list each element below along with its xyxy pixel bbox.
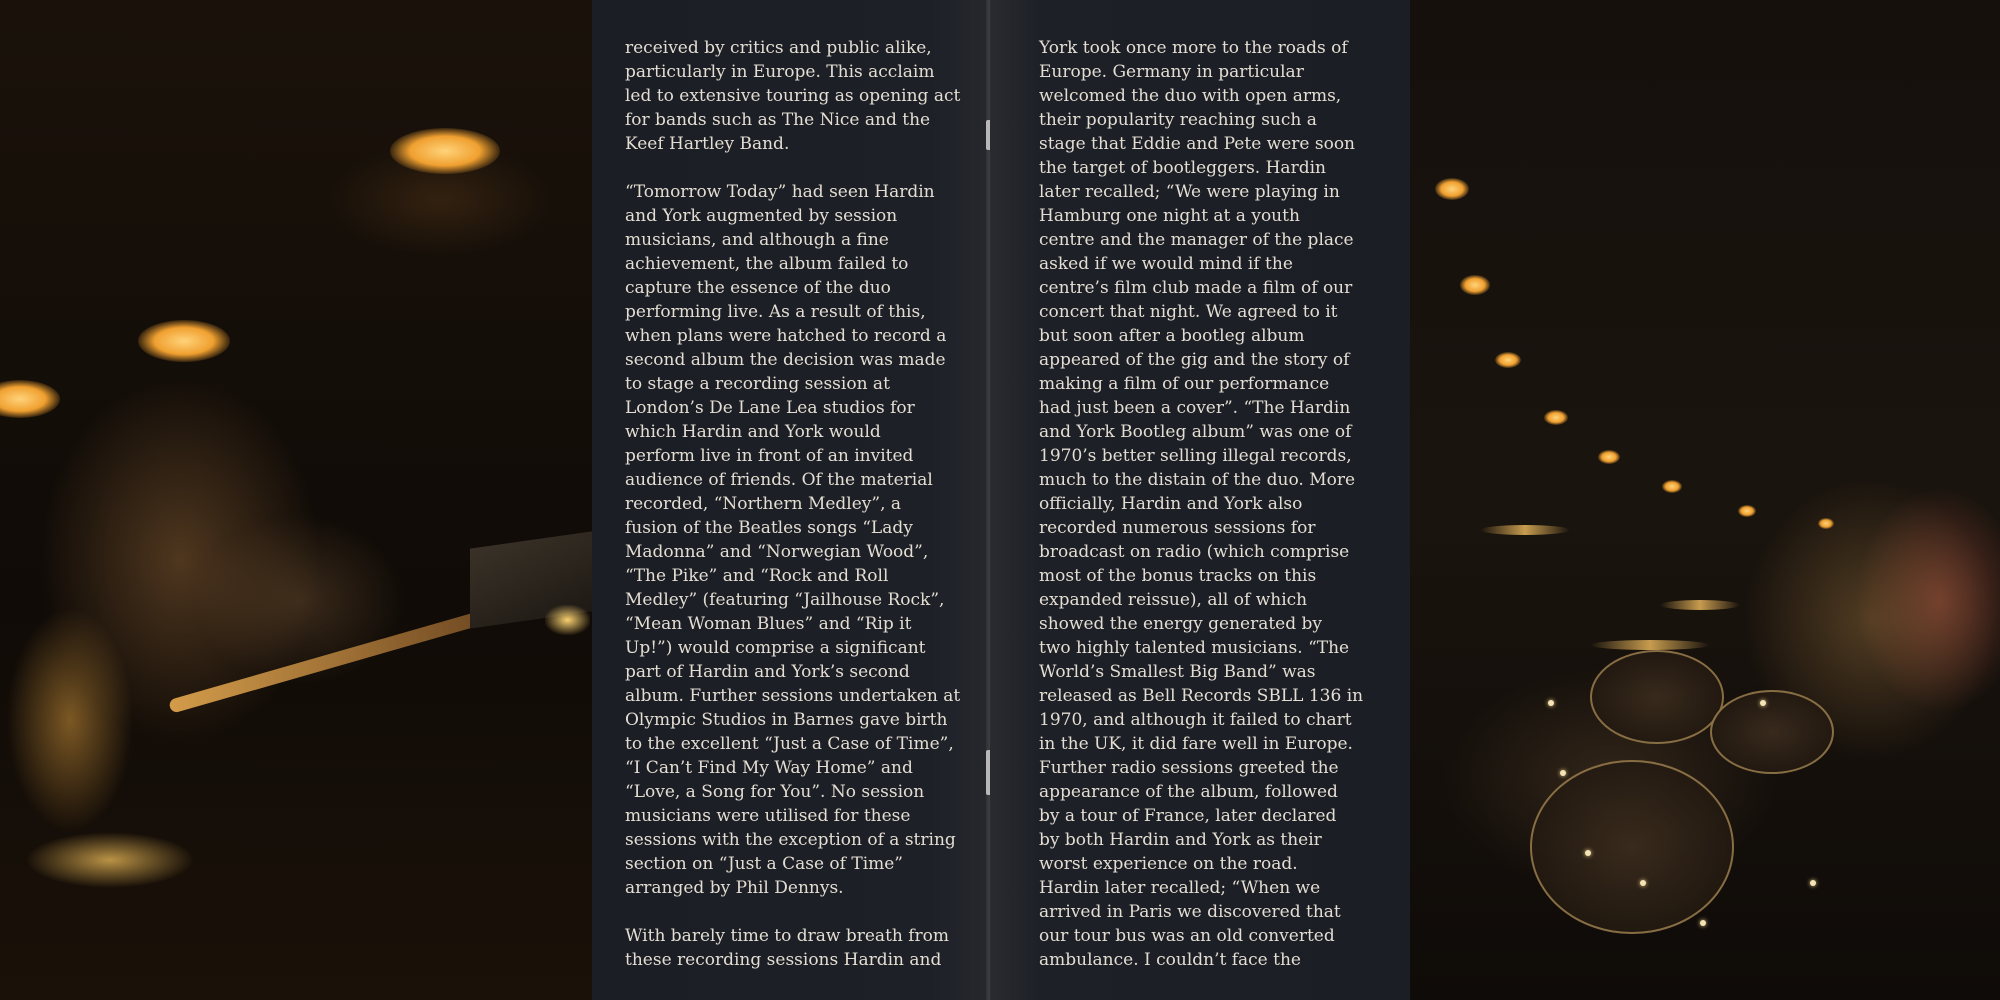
light-reflection: [1640, 880, 1646, 886]
light-reflection: [1585, 850, 1591, 856]
cymbal: [1480, 525, 1570, 535]
ceiling-light: [1495, 352, 1521, 368]
left-paragraph-3: With barely time to draw breath from these recording sessions Hardin and: [625, 926, 950, 970]
right-text-page: [990, 0, 1410, 1000]
concert-photo-organist: [0, 0, 592, 1000]
ceiling-light: [1598, 450, 1620, 464]
light-reflection: [1560, 770, 1566, 776]
light-reflection: [1548, 700, 1554, 706]
light-reflection: [1810, 880, 1816, 886]
left-text-page: [592, 0, 990, 1000]
concert-photo-drummer: [1410, 0, 2000, 1000]
stage-light: [138, 320, 230, 362]
stage-light: [390, 128, 500, 174]
light-reflection: [1700, 920, 1706, 926]
light-reflection: [1760, 700, 1766, 706]
ceiling-light: [1435, 178, 1469, 200]
drum: [1590, 650, 1724, 744]
cymbal: [1660, 600, 1740, 610]
left-paragraph-2: “Tomorrow Today” had seen Hardin and York augmented by session musicians, and although a fine achievement, the album failed to capture the essence of the duo performing live. As a result of this, when plans were hatched to record a second album the decision was made to stage a recording session at London’s De Lane Lea studios for which Hardin and York would perform live in front of an invited audience of friends. Of the material recorded, “Northern Medley”, a fusion of the Beatles songs “Lady Madonna” and “Norwegian Wood”, “The Pike” and “Rock and Roll Medley” (featuring “Jailhouse Rock”, “Mean Woman Blues” and “Rip it Up!”) would comprise a significant part of Hardin and York’s second album. Further sessions undertaken at Olympic Studios in Barnes gave birth to the excellent “Just a Case of Time”, “I Can’t Find My Way Home” and “Love, a Song for You”. No session musicians were utilised for these sessions with the exception of a string section on “Just a Case of Time” arranged by Phil Dennys.: [625, 182, 961, 898]
drum: [1710, 690, 1834, 774]
right-paragraph-1: York took once more to the roads of Europe. Germany in particular welcomed the duo with open arms, their popularity reaching such a stage that Eddie and Pete were soon the target of bootleggers. Hardin later recalled; “We were playing in Hamburg one night at a youth centre and the manager of the place asked if we would mind if the centre’s film club made a film of our concert that night. We agreed to it but soon after a bootleg album appeared of the gig and the story of making a film of our performance had just been a cover”. “The Hardin and York Bootleg album” was one of 1970’s better selling illegal records, much to the distain of the duo. More officially, Hardin and York also recorded numerous sessions for broadcast on radio (which comprise most of the bonus tracks on this expanded reissue), all of which showed the energy generated by two highly talented musicians. “The World’s Smallest Big Band” was released as Bell Records SBLL 136 in 1970, and although it failed to chart in the UK, it did fare well in Europe. Further radio sessions greeted the appearance of the album, followed by a tour of France, later declared by both Hardin and York as their worst experience on the road. Hardin later recalled; “When we arrived in Paris we discovered that our tour bus was an old converted ambulance. I couldn’t face the: [1039, 38, 1364, 970]
ceiling-light: [1544, 410, 1568, 425]
guitar-neck: [168, 607, 499, 714]
ceiling-light: [1662, 480, 1682, 493]
bass-drum: [1530, 760, 1734, 934]
ceiling-light: [1460, 275, 1490, 295]
ceiling-light: [1738, 505, 1756, 517]
stage-light: [0, 380, 60, 418]
cymbal: [1590, 640, 1710, 650]
left-paragraph-1: received by critics and public alike, particularly in Europe. This acclaim led to extensive touring as opening act for bands such as The Nice and the Keef Hartley Band.: [625, 38, 961, 154]
amp-glow: [545, 605, 590, 635]
ceiling-light: [1818, 518, 1834, 529]
